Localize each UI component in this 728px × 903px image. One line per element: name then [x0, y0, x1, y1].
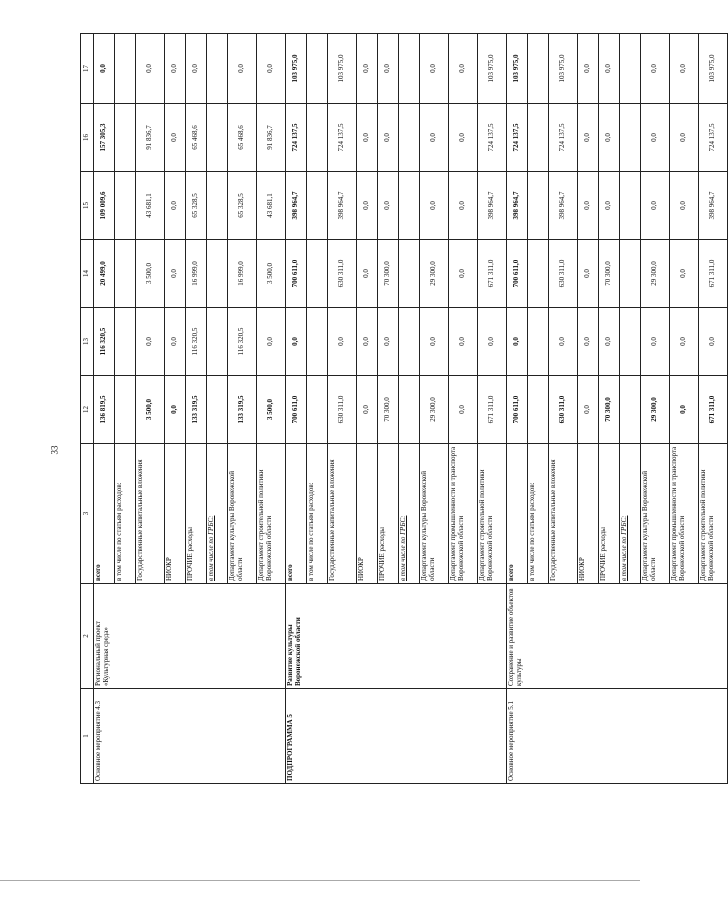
table-cell: 630 311,0: [328, 240, 357, 308]
table-cell: [136, 689, 165, 784]
table-cell: 43 681,1: [136, 172, 165, 240]
table-cell: 0,0: [328, 308, 357, 376]
table-cell: [165, 584, 186, 689]
table-row: [207, 34, 228, 784]
table-cell: [115, 34, 136, 104]
table-cell: 16 999,0: [186, 240, 207, 308]
table-cell: всего: [507, 444, 528, 584]
table-cell: [528, 308, 549, 376]
table-cell: [528, 240, 549, 308]
table-cell: [207, 308, 228, 376]
table-cell: [620, 172, 641, 240]
table-cell: всего: [94, 444, 115, 584]
table-cell: 29 300,0: [420, 240, 449, 308]
table-cell: 0,0: [641, 104, 670, 172]
table-cell: [620, 584, 641, 689]
table-cell: [207, 104, 228, 172]
table-row: [528, 34, 549, 784]
table-cell: [399, 240, 420, 308]
table-cell: 70 300,0: [599, 376, 620, 444]
table-row: [328, 34, 357, 784]
table-cell: 103 975,0: [478, 34, 507, 104]
table-cell: 29 300,0: [641, 376, 670, 444]
table-cell: [399, 34, 420, 104]
table-cell: 0,0: [257, 308, 286, 376]
table-cell: [399, 104, 420, 172]
table-cell: [549, 584, 578, 689]
table-cell: 0,0: [670, 376, 699, 444]
table-cell: 630 311,0: [328, 376, 357, 444]
table-cell: 724 137,5: [507, 104, 528, 172]
table-cell: Департамент промышленности и транспорта Воронежской области: [670, 444, 699, 584]
table-cell: 0,0: [357, 34, 378, 104]
table-cell: [257, 584, 286, 689]
table-cell: 0,0: [641, 308, 670, 376]
table-cell: 0,0: [378, 172, 399, 240]
table-cell: [307, 240, 328, 308]
table-cell: 700 611,0: [507, 376, 528, 444]
table-cell: [449, 689, 478, 784]
table-cell: [670, 584, 699, 689]
table-cell: [207, 172, 228, 240]
table-cell: 0,0: [420, 308, 449, 376]
table-cell: 103 975,0: [549, 34, 578, 104]
table-cell: НИОКР: [578, 444, 599, 584]
table-cell: [165, 689, 186, 784]
table-cell: 0,0: [94, 34, 115, 104]
table-cell: 0,0: [670, 34, 699, 104]
table-cell: 671 311,0: [699, 240, 728, 308]
table-cell: 398 964,7: [478, 172, 507, 240]
table-cell: [620, 104, 641, 172]
table-cell: [257, 689, 286, 784]
rotated-table-page: [80, 34, 717, 784]
table-row: [186, 34, 207, 784]
table-cell: [186, 689, 207, 784]
table-cell: [641, 689, 670, 784]
table-cell: [328, 584, 357, 689]
table-cell: [399, 584, 420, 689]
table-cell: [357, 689, 378, 784]
table-cell: 0,0: [549, 308, 578, 376]
table-cell: в том числе по статьям расходов:: [307, 444, 328, 584]
table-cell: 0,0: [670, 104, 699, 172]
table-cell: [670, 689, 699, 784]
table-cell: 0,0: [670, 240, 699, 308]
table-cell: [620, 376, 641, 444]
table-cell: [449, 584, 478, 689]
table-cell: 0,0: [378, 34, 399, 104]
table-cell: [115, 584, 136, 689]
table-row: [286, 34, 307, 784]
page-number: 33: [49, 445, 60, 455]
header-cell: 2: [81, 584, 94, 689]
table-cell: [207, 376, 228, 444]
table-cell: [399, 376, 420, 444]
table-cell: 0,0: [228, 34, 257, 104]
table-cell: Государственные капитальные вложения: [328, 444, 357, 584]
table-cell: 700 611,0: [286, 240, 307, 308]
table-row: [578, 34, 599, 784]
table-cell: 133 319,5: [186, 376, 207, 444]
table-cell: 20 499,0: [94, 240, 115, 308]
table-cell: [620, 240, 641, 308]
table-cell: 0,0: [599, 172, 620, 240]
table-cell: 70 300,0: [378, 376, 399, 444]
table-cell: [207, 689, 228, 784]
table-row: [641, 34, 670, 784]
table-cell: Сохранение и развитие объектов культуры: [507, 584, 528, 689]
header-cell: 13: [81, 308, 94, 376]
table-cell: [228, 689, 257, 784]
table-cell: 0,0: [165, 34, 186, 104]
table-cell: 0,0: [286, 308, 307, 376]
table-cell: в том числе по статьям расходов:: [115, 444, 136, 584]
table-cell: [357, 584, 378, 689]
table-row: [449, 34, 478, 784]
table-cell: [115, 240, 136, 308]
table-cell: 0,0: [578, 104, 599, 172]
table-cell: 0,0: [257, 34, 286, 104]
table-cell: 0,0: [357, 308, 378, 376]
table-cell: 0,0: [449, 172, 478, 240]
table-cell: 0,0: [165, 104, 186, 172]
table-row: [165, 34, 186, 784]
table-cell: в том числе по ГРБС:: [207, 444, 228, 584]
table-cell: 724 137,5: [478, 104, 507, 172]
table-cell: 630 311,0: [549, 376, 578, 444]
table-cell: [307, 308, 328, 376]
table-row: [357, 34, 378, 784]
table-cell: [136, 584, 165, 689]
table-cell: [115, 689, 136, 784]
table-row: [94, 34, 115, 784]
table-cell: [207, 240, 228, 308]
table-row: [549, 34, 578, 784]
table-cell: [115, 172, 136, 240]
table-cell: [528, 376, 549, 444]
table-cell: Департамент строительной политики Воронежской области: [257, 444, 286, 584]
table-cell: [115, 104, 136, 172]
header-row: [81, 34, 94, 784]
table-cell: в том числе по ГРБС:: [620, 444, 641, 584]
table-cell: [528, 104, 549, 172]
table-cell: 0,0: [136, 34, 165, 104]
table-cell: [478, 584, 507, 689]
table-cell: 3 500,0: [136, 240, 165, 308]
table-cell: 671 311,0: [478, 376, 507, 444]
table-cell: 103 975,0: [699, 34, 728, 104]
table-cell: Департамент культуры Воронежской области: [228, 444, 257, 584]
table-cell: 43 681,1: [257, 172, 286, 240]
table-cell: 724 137,5: [549, 104, 578, 172]
table-cell: [307, 689, 328, 784]
table-cell: 0,0: [449, 308, 478, 376]
table-cell: [115, 376, 136, 444]
table-cell: 116 320,5: [228, 308, 257, 376]
table-row: [399, 34, 420, 784]
table-cell: 65 468,6: [228, 104, 257, 172]
table-cell: [641, 584, 670, 689]
table-cell: 0,0: [449, 376, 478, 444]
table-cell: Государственные капитальные вложения: [549, 444, 578, 584]
table-cell: 671 311,0: [478, 240, 507, 308]
table-cell: [549, 689, 578, 784]
table-cell: 0,0: [578, 34, 599, 104]
table-cell: [307, 104, 328, 172]
header-cell: 14: [81, 240, 94, 308]
table-row: [307, 34, 328, 784]
table-cell: 29 300,0: [641, 240, 670, 308]
table-cell: 0,0: [378, 104, 399, 172]
table-cell: Государственные капитальные вложения: [136, 444, 165, 584]
table-cell: [578, 689, 599, 784]
table-cell: 0,0: [578, 240, 599, 308]
table-cell: 157 305,3: [94, 104, 115, 172]
table-cell: [699, 584, 728, 689]
table-cell: 116 320,5: [94, 308, 115, 376]
table-cell: Департамент культуры Воронежской области: [420, 444, 449, 584]
table-cell: [228, 584, 257, 689]
table-cell: ПРОЧИЕ расходы: [599, 444, 620, 584]
table-cell: Департамент культуры Воронежской области: [641, 444, 670, 584]
table-cell: [399, 172, 420, 240]
table-cell: 0,0: [357, 240, 378, 308]
table-cell: 136 819,5: [94, 376, 115, 444]
table-cell: 0,0: [699, 308, 728, 376]
table-cell: ПОДПРОГРАММА 5: [286, 689, 307, 784]
table-cell: 0,0: [478, 308, 507, 376]
table-cell: [399, 308, 420, 376]
table-cell: 0,0: [136, 308, 165, 376]
table-cell: [528, 172, 549, 240]
table-cell: 0,0: [507, 308, 528, 376]
table-cell: 0,0: [449, 34, 478, 104]
table-cell: 398 964,7: [699, 172, 728, 240]
table-cell: 0,0: [599, 104, 620, 172]
table-cell: 398 964,7: [328, 172, 357, 240]
table-cell: [420, 584, 449, 689]
table-cell: [307, 34, 328, 104]
table-cell: 0,0: [578, 172, 599, 240]
table-cell: 0,0: [578, 308, 599, 376]
table-cell: [620, 34, 641, 104]
table-cell: 65 328,5: [186, 172, 207, 240]
header-cell: 15: [81, 172, 94, 240]
table-cell: 700 611,0: [507, 240, 528, 308]
table-cell: в том числе по ГРБС:: [399, 444, 420, 584]
table-row: [478, 34, 507, 784]
table-cell: [207, 584, 228, 689]
header-cell: 16: [81, 104, 94, 172]
table-cell: 70 300,0: [378, 240, 399, 308]
table-cell: 3 500,0: [136, 376, 165, 444]
table-cell: 671 311,0: [699, 376, 728, 444]
table-cell: 3 500,0: [257, 376, 286, 444]
table-cell: Основное мероприятие 5.1: [507, 689, 528, 784]
table-cell: [620, 308, 641, 376]
header-cell: 17: [81, 34, 94, 104]
table-cell: 103 975,0: [286, 34, 307, 104]
table-row: [670, 34, 699, 784]
table-cell: 3 500,0: [257, 240, 286, 308]
table-cell: 0,0: [165, 240, 186, 308]
table-cell: НИОКР: [165, 444, 186, 584]
header-cell: 12: [81, 376, 94, 444]
table-cell: [115, 308, 136, 376]
header-cell: 3: [81, 444, 94, 584]
table-cell: 70 300,0: [599, 240, 620, 308]
table-cell: 29 300,0: [420, 376, 449, 444]
table-cell: Департамент промышленности и транспорта Воронежской области: [449, 444, 478, 584]
table-cell: [528, 34, 549, 104]
table-cell: [599, 689, 620, 784]
table-cell: 724 137,5: [328, 104, 357, 172]
table-cell: 103 975,0: [507, 34, 528, 104]
table-cell: Основное мероприятие 4.3: [94, 689, 115, 784]
table-cell: 0,0: [670, 172, 699, 240]
table-cell: [207, 34, 228, 104]
table-cell: 0,0: [357, 104, 378, 172]
table-cell: 109 009,6: [94, 172, 115, 240]
table-cell: всего: [286, 444, 307, 584]
table-cell: 0,0: [420, 104, 449, 172]
table-cell: 0,0: [578, 376, 599, 444]
table-cell: 724 137,5: [286, 104, 307, 172]
table-cell: 0,0: [599, 308, 620, 376]
table-cell: 0,0: [378, 308, 399, 376]
table-row: [420, 34, 449, 784]
table-row: [378, 34, 399, 784]
table-cell: [420, 689, 449, 784]
table-row: [699, 34, 728, 784]
table-cell: 630 311,0: [549, 240, 578, 308]
table-cell: [528, 689, 549, 784]
table-cell: 0,0: [449, 240, 478, 308]
table-cell: НИОКР: [357, 444, 378, 584]
table-row: [136, 34, 165, 784]
table-row: [620, 34, 641, 784]
table-cell: 0,0: [165, 172, 186, 240]
table-cell: [378, 689, 399, 784]
table-cell: 0,0: [186, 34, 207, 104]
table-cell: 0,0: [670, 308, 699, 376]
table-cell: 0,0: [165, 376, 186, 444]
table-row: [507, 34, 528, 784]
table-cell: ПРОЧИЕ расходы: [378, 444, 399, 584]
table-cell: 398 964,7: [549, 172, 578, 240]
table-cell: 724 137,5: [699, 104, 728, 172]
table-row: [228, 34, 257, 784]
table-cell: [399, 689, 420, 784]
table-cell: [328, 689, 357, 784]
table-cell: [307, 376, 328, 444]
table-cell: [528, 584, 549, 689]
table-cell: Департамент строительной политики Воронежской области: [699, 444, 728, 584]
table-cell: 0,0: [599, 34, 620, 104]
table-cell: [186, 584, 207, 689]
table-row: [115, 34, 136, 784]
table-cell: [599, 584, 620, 689]
table-cell: 0,0: [449, 104, 478, 172]
table-cell: в том числе по статьям расходов:: [528, 444, 549, 584]
table-cell: [699, 689, 728, 784]
header-cell: 1: [81, 689, 94, 784]
table-cell: 700 611,0: [286, 376, 307, 444]
table-row: [599, 34, 620, 784]
table-cell: Региональный проект «Культурная среда»: [94, 584, 115, 689]
table-cell: 65 468,6: [186, 104, 207, 172]
table-cell: 133 319,5: [228, 376, 257, 444]
table-cell: 103 975,0: [328, 34, 357, 104]
table-cell: [307, 584, 328, 689]
table-cell: [307, 172, 328, 240]
table-cell: 0,0: [641, 34, 670, 104]
table-cell: 0,0: [165, 308, 186, 376]
table-cell: 91 836,7: [257, 104, 286, 172]
table-cell: [378, 584, 399, 689]
table-cell: 116 320,5: [186, 308, 207, 376]
table-cell: 16 999,0: [228, 240, 257, 308]
table-cell: 0,0: [641, 172, 670, 240]
table-cell: ПРОЧИЕ расходы: [186, 444, 207, 584]
page-edge-line: [0, 880, 640, 881]
table-cell: 398 964,7: [286, 172, 307, 240]
table-cell: Развитие культуры Воронежской области: [286, 584, 307, 689]
table-row: [257, 34, 286, 784]
table-cell: 0,0: [420, 34, 449, 104]
table-cell: 0,0: [420, 172, 449, 240]
table-cell: 0,0: [357, 172, 378, 240]
table-cell: 398 964,7: [507, 172, 528, 240]
budget-table: [80, 33, 728, 784]
table-cell: [578, 584, 599, 689]
table-cell: 91 836,7: [136, 104, 165, 172]
table-cell: 0,0: [357, 376, 378, 444]
table-cell: Департамент строительной политики Воронежской области: [478, 444, 507, 584]
table-cell: [620, 689, 641, 784]
table-cell: 65 328,5: [228, 172, 257, 240]
table-cell: [478, 689, 507, 784]
